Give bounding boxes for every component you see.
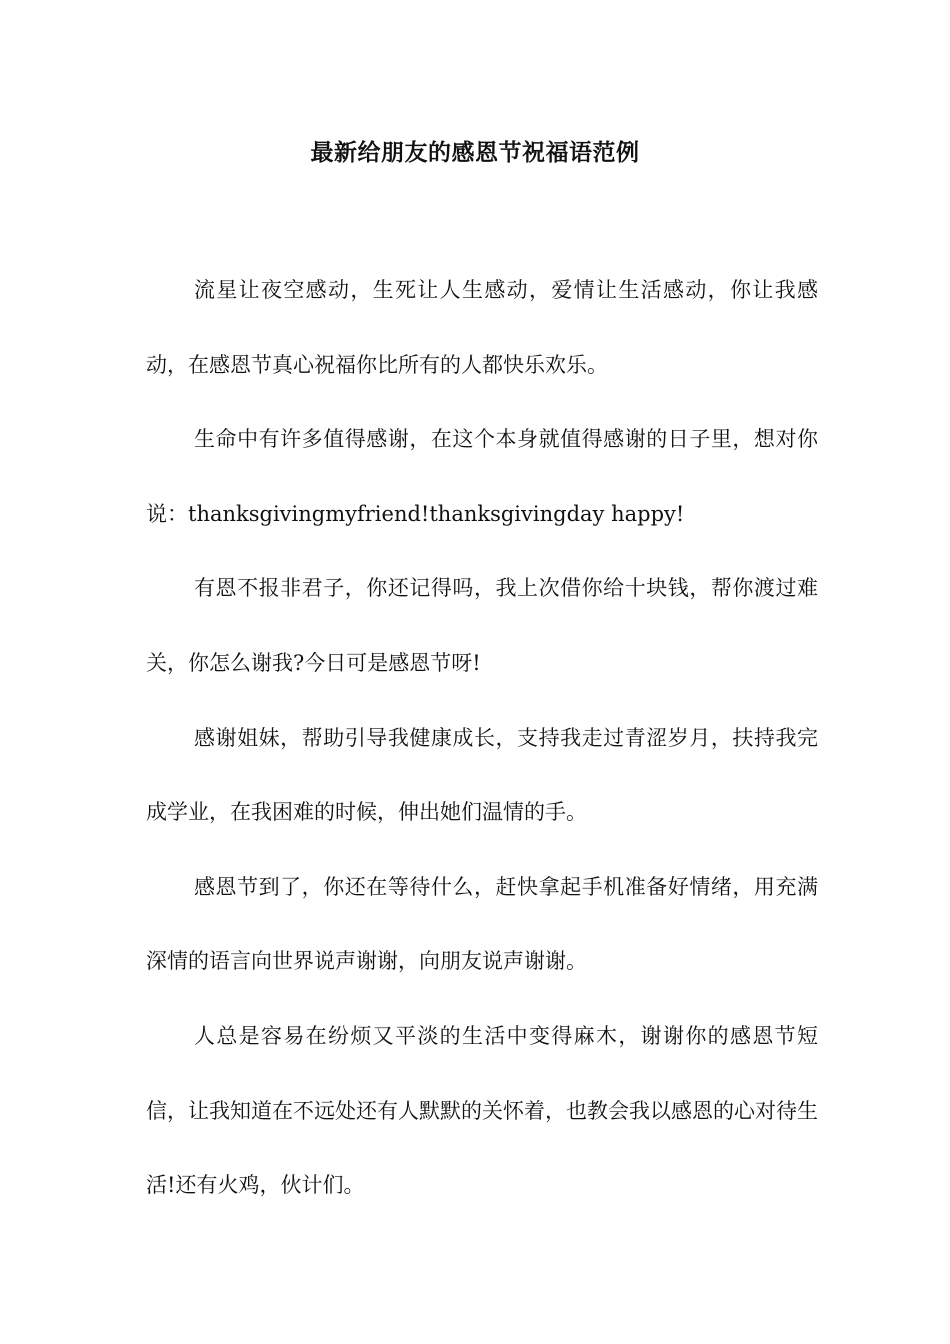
document-title: 最新给朋友的感恩节祝福语范例 <box>310 140 640 166</box>
paragraph: 有恩不报非君子，你还记得吗，我上次借你给十块钱，帮你渡过难关，你怎么谢我?今日可是感恩节呀! <box>146 576 818 675</box>
paragraph: 感恩节到了，你还在等待什么，赶快拿起手机准备好情绪，用充满深情的语言向世界说声谢谢，向朋友说声谢谢。 <box>146 874 818 974</box>
paragraph: 生命中有许多值得感谢，在这个本身就值得感谢的日子里，想对你说：thanksgivingmyfriend!thanksgivingday happy! <box>146 427 818 526</box>
document-body <box>146 253 818 1223</box>
paragraph: 人总是容易在纷烦又平淡的生活中变得麻木，谢谢你的感恩节短信，让我知道在不远处还有人默默的关怀着，也教会我以感恩的心对待生活!还有火鸡，伙计们。 <box>146 1023 818 1198</box>
paragraph: 感谢姐妹，帮助引导我健康成长，支持我走过青涩岁月，扶持我完成学业，在我困难的时候，伸出她们温情的手。 <box>146 725 818 825</box>
paragraph: 流星让夜空感动，生死让人生感动，爱情让生活感动，你让我感动，在感恩节真心祝福你比所有的人都快乐欢乐。 <box>146 278 818 377</box>
